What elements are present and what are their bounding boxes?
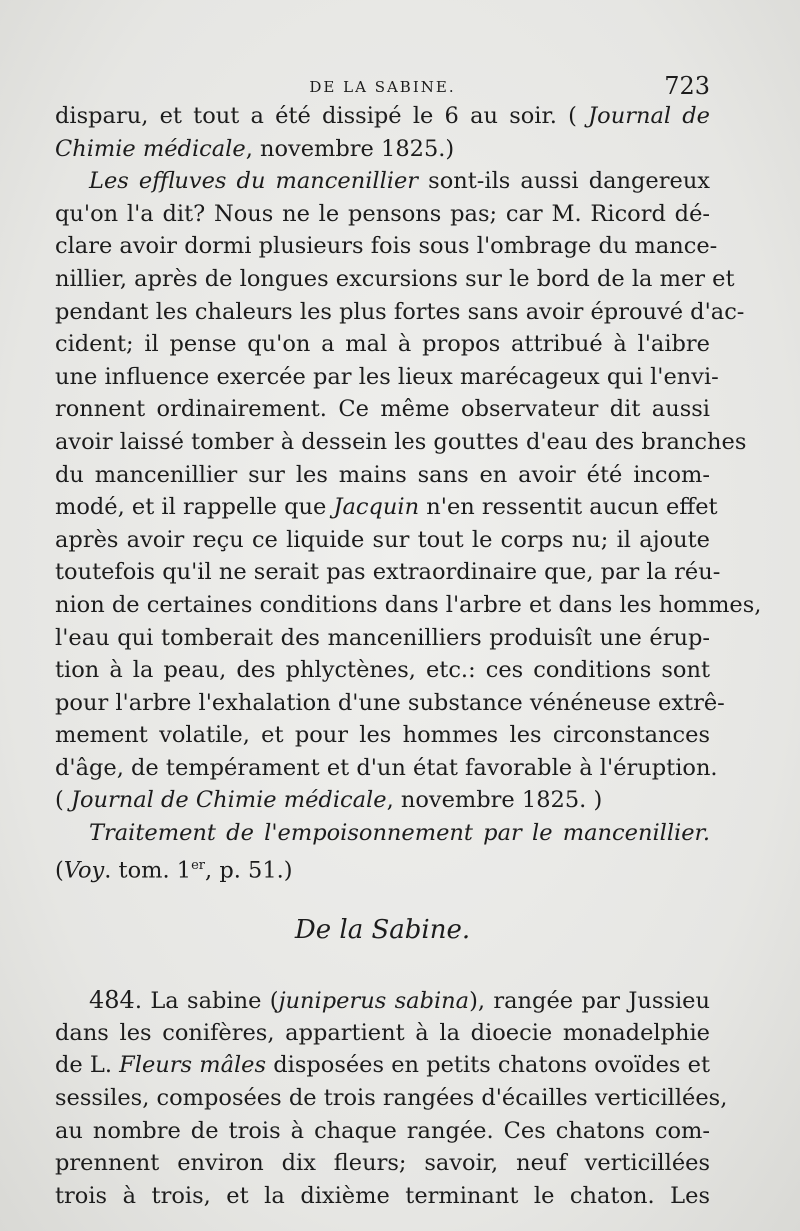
text-line: Traitement de l'empoisonnement par le mancenillier.	[89, 820, 710, 847]
text-line: (Voy. tom. 1er, p. 51.)	[55, 857, 293, 884]
text-line: 484. La sabine (juniperus sabina), rangée par Jussieu	[89, 986, 710, 1015]
text-line: clare avoir dormi plusieurs fois sous l'ombrage du mance-	[55, 233, 718, 260]
text-line: prennent environ dix fleurs; savoir, neuf verticillées	[55, 1150, 710, 1177]
text-line: l'eau qui tomberait des mancenilliers produisît une érup-	[55, 624, 710, 651]
page-header	[55, 72, 710, 102]
text-line: toutefois qu'il ne serait pas extraordinaire que, par la réu-	[55, 559, 721, 586]
text-line: pendant les chaleurs les plus fortes sans avoir éprouvé d'ac-	[55, 298, 745, 325]
text-line: disparu, et tout a été dissipé le 6 au soir. ( Journal de	[55, 103, 710, 129]
text-line: d'âge, de tempérament et d'un état favorable à l'éruption.	[55, 754, 718, 781]
page-body	[55, 100, 762, 1212]
page-number: 723	[664, 72, 710, 100]
text-line: après avoir reçu ce liquide sur tout le corps nu; il ajoute	[55, 526, 710, 553]
text-line: cident; il pense qu'on a mal à propos attribué à l'aibre	[55, 331, 710, 358]
paragraph-number: 484	[89, 986, 135, 1015]
text-line: nion de certaines conditions dans l'arbre et dans les hommes,	[55, 591, 762, 618]
text-line: sessiles, composées de trois rangées d'écailles verticillées,	[55, 1085, 728, 1112]
text-line: ( Journal de Chimie médicale, novembre 1825. )	[55, 787, 603, 814]
text-line: ronnent ordinairement. Ce même observateur dit aussi	[55, 396, 710, 423]
text-line: modé, et il rappelle que Jacquin n'en ressentit aucun effet	[55, 494, 718, 521]
text-line: au nombre de trois à chaque rangée. Ces chatons com-	[55, 1117, 710, 1144]
text-line: de L. Fleurs mâles disposées en petits chatons ovoïdes et	[55, 1052, 710, 1079]
text-line: du mancenillier sur les mains sans en avoir été incom-	[55, 461, 710, 488]
text-line: tion à la peau, des phlyctènes, etc.: ces conditions sont	[55, 657, 710, 684]
text-line: mement volatile, et pour les hommes les circonstances	[55, 722, 710, 749]
text-line: une influence exercée par les lieux marécageux qui l'envi-	[55, 363, 719, 390]
section-heading: De la Sabine.	[294, 915, 471, 946]
text-line: nillier, après de longues excursions sur le bord de la mer et	[55, 265, 735, 292]
text-line: qu'on l'a dit? Nous ne le pensons pas; car M. Ricord dé-	[55, 200, 710, 227]
text-line: trois à trois, et la dixième terminant le chaton. Les	[55, 1182, 710, 1209]
text-line: pour l'arbre l'exhalation d'une substance vénéneuse extrê-	[55, 689, 725, 716]
text-line: Chimie médicale, novembre 1825.)	[55, 135, 455, 162]
text-line: Les effluves du mancenillier sont-ils aussi dangereux	[89, 168, 710, 195]
running-head: DE LA SABINE.	[309, 78, 456, 96]
text-line: dans les conifères, appartient à la dioecie monadelphie	[55, 1019, 710, 1046]
text-line: avoir laissé tomber à dessein les gouttes d'eau des branches	[55, 428, 747, 455]
